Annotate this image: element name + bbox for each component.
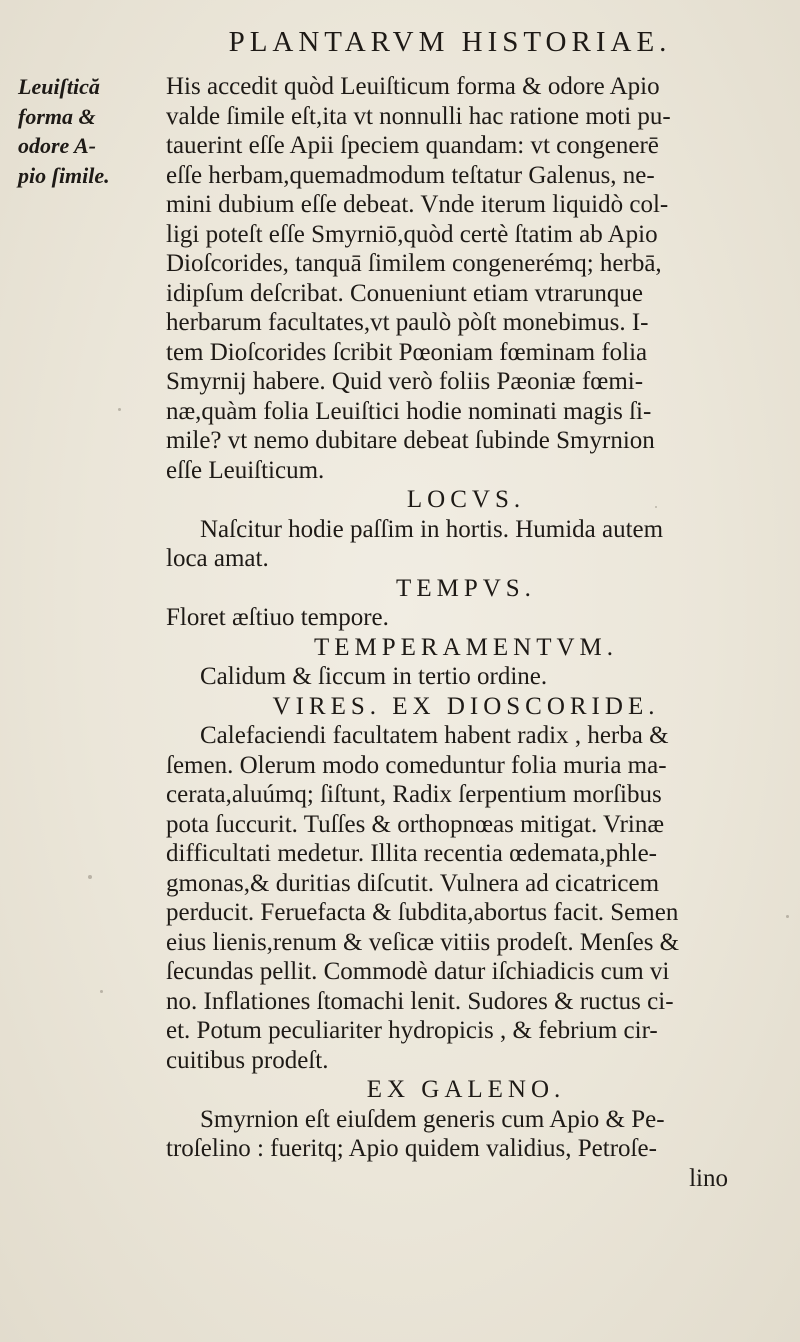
- section-heading-vires: VIRES. EX DIOSCORIDE.: [272, 692, 660, 720]
- text-line: eius lienis,renum & veſicæ vitiis prodeſt. Menſes &: [166, 928, 680, 956]
- text-line: cerata,aluúmq; ſiſtunt, Radix ſerpentium morſibus: [166, 781, 662, 808]
- text-line: Dioſcorides, tanquā ſimilem congenerémq; herbā,: [166, 250, 662, 277]
- text-line: loca amat.: [166, 545, 269, 572]
- paper-speck: [118, 408, 121, 411]
- section-heading-galen: EX GALENO.: [366, 1076, 566, 1103]
- section-heading-locus: LOCVS.: [406, 486, 526, 513]
- text-line: Naſcitur hodie paſſim in hortis. Humida autem: [200, 515, 664, 543]
- running-header: PLANTARVM HISTORIAE.: [228, 26, 672, 58]
- section-heading-temperamentum: TEMPERAMENTVM.: [313, 633, 619, 661]
- paper-speck: [655, 506, 657, 508]
- catchword: lino: [689, 1164, 728, 1192]
- text-line: idipſum deſcribat. Conueniunt etiam vtrarunque: [166, 279, 643, 307]
- text-line: difficultati medetur. Illita recentia œdemata,phle-: [166, 840, 658, 867]
- text-line: valde ſimile eſt,ita vt nonnulli hac ratione moti pu-: [166, 102, 671, 130]
- marginal-note: [18, 72, 163, 190]
- text-line: no. Inflationes ſtomachi lenit. Sudores & ructus ci-: [166, 987, 674, 1015]
- text-line: herbarum facultates,vt paulò pòſt monebimus. I-: [166, 309, 649, 336]
- text-line: et. Potum peculiariter hydropicis , & febrium cir-: [166, 1017, 658, 1044]
- text-line: ligi poteſt eſſe Smyrniō,quòd certè ſtatim ab Apio: [166, 220, 658, 248]
- text-line: tauerint eſſe Apii ſpeciem quandam: vt congenerē: [166, 132, 659, 159]
- marginal-note-line: pio ſimile.: [18, 162, 110, 188]
- text-line: mini dubium eſſe debeat. Vnde iterum liquidò col-: [166, 191, 669, 218]
- text-line: næ,quàm folia Leuiſtici hodie nominati magis ſi-: [166, 397, 652, 425]
- paper-speck: [786, 915, 789, 918]
- text-line: ſemen. Olerum modo comeduntur folia muria ma-: [166, 751, 667, 779]
- text-line: perducit. Feruefacta & ſubdita,abortus facit. Semen: [166, 899, 679, 926]
- text-line: eſſe herbam,quemadmodum teſtatur Galenus, ne-: [166, 161, 655, 189]
- text-line: His accedit quòd Leuiſticum forma & odore Apio: [166, 73, 660, 100]
- paper-speck: [88, 875, 92, 879]
- text-line: Smyrnion eſt eiuſdem generis cum Apio & Pe-: [200, 1105, 665, 1133]
- marginal-note-line: Leuiſtică: [18, 74, 100, 99]
- text-line: ſecundas pellit. Commodè datur iſchiadicis cum vi: [166, 958, 670, 985]
- marginal-note-line: forma &: [18, 103, 96, 129]
- section-heading-tempus: TEMPVS.: [396, 574, 536, 602]
- text-line: pota ſuccurit. Tuſſes & orthopnœas mitigat. Vrinæ: [166, 810, 665, 838]
- paper-speck: [100, 990, 103, 993]
- main-text: [166, 72, 766, 1193]
- text-line: Calidum & ſiccum in tertio ordine.: [200, 663, 548, 690]
- text-line: Smyrnij habere. Quid verò foliis Pæoniæ fœmi-: [166, 368, 644, 395]
- text-line: troſelino : fueritq; Apio quidem validius, Petroſe-: [166, 1135, 657, 1162]
- text-line: Calefaciendi facultatem habent radix , herba &: [200, 722, 669, 749]
- text-line: eſſe Leuiſticum.: [166, 456, 325, 484]
- text-line: tem Dioſcorides ſcribit Pœoniam fœminam folia: [166, 338, 648, 366]
- text-line: gmonas,& duritias diſcutit. Vulnera ad cicatricem: [166, 869, 660, 897]
- marginal-note-line: odore A-: [18, 133, 97, 158]
- text-line: Floret æſtiuo tempore.: [166, 604, 389, 631]
- text-line: mile? vt nemo dubitare debeat ſubinde Smyrnion: [166, 427, 655, 454]
- text-line: cuitibus prodeſt.: [166, 1046, 329, 1074]
